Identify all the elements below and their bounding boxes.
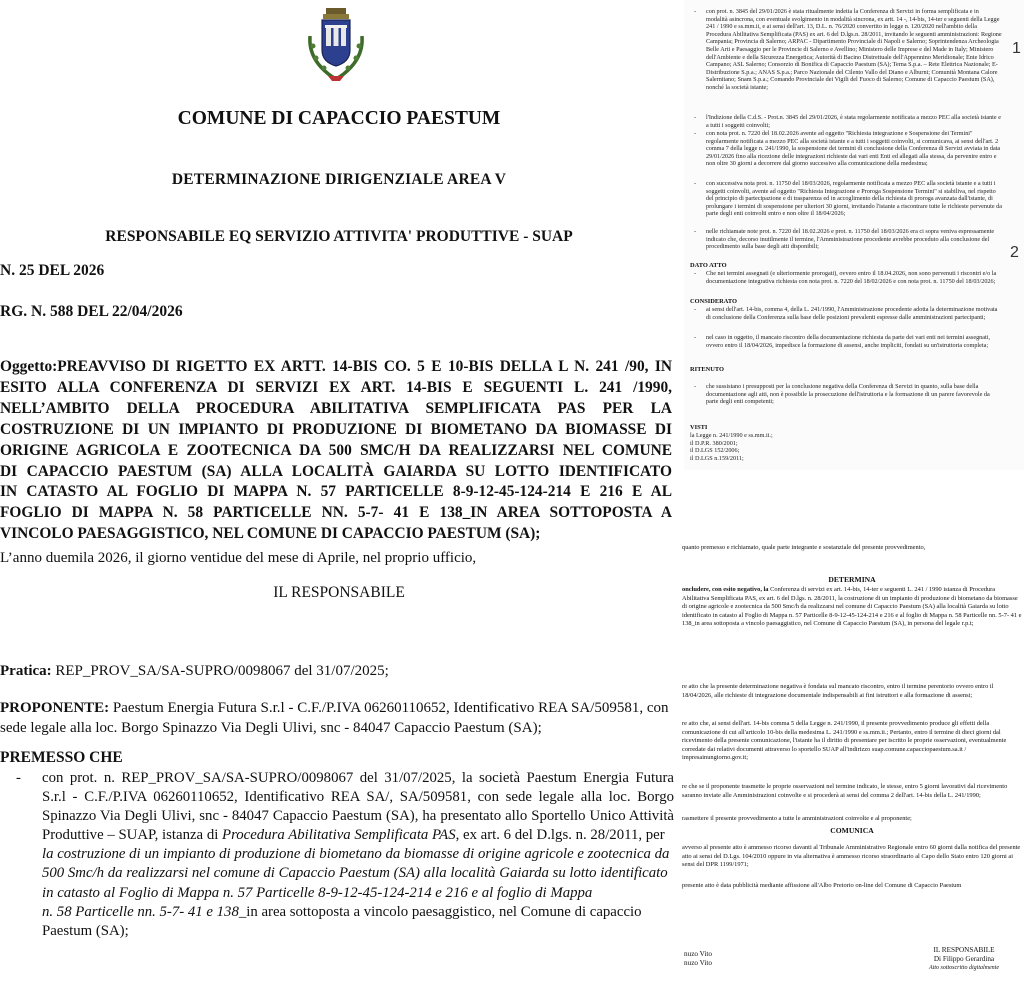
item-text: nel caso in oggetto, il mancato riscontro della documentazione richiesta da parte dei vari enti nei termini assegnati, ovvero entro il 18/04/2026, impedisce la formazione di assensi, anche impliciti, fondati su un'istruttoria completa;: [706, 334, 991, 349]
page-number: 2: [1010, 244, 1019, 261]
item-text: con prot. n. 3845 del 29/01/2026 è stata ritualmente indetta la Conferenza di Servizi in forma semplificata e in modalità asincrona, con eventuale svolgimento in modalità sincrona, ex artt. 14 -, 14-bis, 14-ter e seguenti della Legge 241 / 1990 e ss.mm.ii, e ai sensi dell'art. 13, D.L. n. 76/2020 convertito in legge n. 120/2020 nell'ambito della Procedura Abilitativa Semplificata (PAS) ex art. 6 del D.lgs.n. 28/2011, invitando le seguenti amministrazioni: Regione Campania; Provincia di Salerno; ARPAC - Dipartimento Provinciale di Napoli e Salerno; Soprintendenza Archeologia Belle Arti e Paesaggio per le Provincie di Salerno e Avellino; Ministero delle Imprese e del Made in Italy; Ministero dell'Ambiente e della Sicurezza Energetica; Autorità di Bacino Distrettuale dell'Appennino Meridionale; Ente Idrico Campano; ASL Salerno; Consorzio di Bonifica di Capaccio Paestum (SA); Terna S.p.a. – Rete Elettrica Nazionale; E-Distribuzione S.p.a.; ANAS S.p.a.; Parco Nazionale del Cilento Vallo del Diano e Alburni; Comunità Montana Calore Salernitano; Snam S.p.a.; Comando Provinciale dei Vigili del Fuoco di Salerno; Comune di Capaccio Paestum (SA), nonché la società istante;: [706, 8, 1002, 91]
responsible-heading: IL RESPONSABILE: [273, 584, 405, 601]
premesso-italic: Procedura Abilitativa Semplificata PAS: [222, 827, 456, 844]
pratica-label: Pratica:: [0, 663, 52, 679]
item-text: che sussistano i presupposti per la conclusione negativa della Conferenza di Servizi in quanto, sulla base della documentazione agli atti, non è possibile la prosecuzione dell'istruttoria e la formazione di un parere favorevole da parte degli enti competenti;: [706, 383, 990, 406]
subject-line: ESITO ALLA CONFERENZA DI SERVIZI EX ART. 14-BIS E SEGUENTI L. 241 /1990,: [0, 378, 672, 396]
considerato-item: - nel caso in oggetto, il mancato riscontro della documentazione richiesta da parte dei vari enti nei termini assegnati, ovvero entro il 18/04/2026, impedisce la formazione di assensi, anche impliciti, fondati su un'istruttoria completa;: [694, 334, 991, 349]
determina-paragraph: rasmettere il presente provvedimento a tutte le amministrazioni coinvolte e al proponente;: [682, 815, 912, 822]
dato-atto-heading: DATO ATTO: [690, 262, 727, 269]
considerato-item: - ai sensi dell'art. 14-bis, comma 4, della L. 241/1990, l'Amministrazione procedente adotta la determinazione motivata di conclusione della Conferenza sulla base delle posizioni prevalenti espresse dalle amministrazioni partecipanti;: [694, 306, 998, 321]
signature-left-line: nuzo Vito: [684, 959, 712, 967]
proponente-address: sede legale alla loc. Borgo Spinazzo Via Degli Ulivi, snc - 84047 Capaccio Paestum (SA);: [0, 720, 542, 736]
signature-title: IL RESPONSABILE: [933, 946, 995, 954]
item-text: con nota prot. n. 7220 del 18.02.2026 avente ad oggetto "Richiesta integrazione e Sospensione dei Termini" regolarmente notificata a mezzo PEC alla società istante e a tutti i soggetti coinvolti, si comunicava, ai sensi dell'art. 2 comma 7 della legge n. 241/1990, la sospensione dei termini di conclusione della Conferenza di Servizi avviata in data 29/01/2026 fino alla ricezione delle integrazioni richieste dai vari enti Enti ed allegati alla stessa, da pervenire entro e non oltre 30 giorni a decorrere dal giorno successivo alla comunicazione della medesima;: [706, 130, 1001, 168]
premesso-line: Paestum (SA);: [42, 922, 129, 939]
right-bottom-document-page: [680, 520, 1024, 982]
determina-paragraph: re atto che, ai sensi dell'art. 14-bis comma 5 della Legge n. 241/1990, il presente provvedimento produce gli effetti della comunicazione di cui all'articolo 10-bis della medesima L. 241/1990 e ss.mm.ii.; Pertanto, entro il termine di dieci giorni dal ricevimento della presente comunicazione, l'istante ha il diritto di presentare per iscritto le proprie osservazioni, eventualmente corredate dai relativi documenti attraverso lo sportello SUAP all'indirizzo suap.comune.capacciopaestum.sa.it / impresainungiorno.gov.it;: [682, 720, 1007, 762]
determination-heading: DETERMINAZIONE DIRIGENZIALE AREA V: [171, 171, 507, 188]
premesso-segment: , ex art. 6 del D.lgs. n. 28/2011, per: [455, 827, 665, 844]
visti-item: la Legge n. 241/1990 e ss.mm.ii.;: [690, 432, 773, 439]
subject-line: COSTRUZIONE DI UN IMPIANTO DI PRODUZIONE DI BIOMETANO DA BIOMASSE DI: [0, 420, 672, 438]
signature-left: [684, 950, 712, 968]
item-text: con successiva nota prot. n. 11750 del 18/03/2026, regolarmente notificata a mezzo PEC alla società istante e a tutti i soggetti coinvolti, avente ad oggetto "Richiesta Integrazione e Proroga Sospensione Termini" si stabiliva, nel rispetto del principio di partecipazione e di trasparenza ed in accoglimento della richiesta di proroga avanzata dall'istante, di prolungare i termini di sospensione per ulteriori 30 giorni, invitando l'istante a riscontrare tutte le richieste pervenute da parte degli enti coinvolti entro e non oltre il 18/04/2026;: [706, 180, 1002, 218]
determina-heading: DETERMINA: [828, 575, 876, 584]
subject-line: ORIGINE AGRICOLA E ZOOTECNICA DA 500 SMC/H DA REALIZZARSI NEL COMUNE: [0, 441, 672, 459]
subject-line: NELL’AMBITO DELLA PROCEDURA ABILITATIVA SEMPLIFICATA PAS PER LA: [0, 399, 672, 417]
general-register-number: RG. N. 588 DEL 22/04/2026: [0, 303, 183, 320]
premesso-line: identificato in catasto al Foglio di Mappa n. 57 Particelle 8-9-12-45-124-214 e 216 e al foglio di Mappa: [42, 865, 668, 901]
signature-block: [916, 946, 1012, 973]
subject-line: Oggetto:PREAVVISO DI RIGETTO EX ARTT. 14-BIS CO. 5 E 10-BIS DELLA L N. 241 /90, IN: [0, 358, 672, 375]
pratica-value: REP_PROV_SA/SA-SUPRO/0098067 del 31/07/2025;: [51, 663, 389, 679]
premesso-line: S.r.l - C.F./P.IVA 06260110652, Identificativo REA SA/, SA/509581, con sede legale alla loc. Borgo: [42, 789, 674, 806]
signature-note: Atto sottoscritto digitalmente: [929, 965, 999, 971]
comunica-paragraph: avverso al presente atto è ammesso ricorso davanti al Tribunale Amministrativo Regionale entro 60 giorni dalla notifica del presente atto ai sensi del D.Lgs. 104/2010 oppure in via alternativa è ammesso ricorso straordinario al Capo dello Stato entro 120 giorni ai sensi del DPR 1199/1971;: [682, 844, 1021, 869]
premesso-sentence: quanto premesso e richiamato, quale parte integrante e sostanziale del presente provvedimento,: [682, 544, 926, 551]
premesso-line: [42, 903, 674, 922]
visti-item: il D.P.R. 380/2001;: [690, 439, 738, 447]
list-bullet: -: [16, 770, 21, 786]
visti-list: [690, 432, 890, 462]
premesso-heading: PREMESSO CHE: [0, 749, 123, 766]
premesso-item: - l'Indizione della C.d.S. - Prot.n. 3845 del 29/01/2026, è stata regolarmente notificata a mezzo PEC alla società istante e a tutti i soggetti coinvolti;: [694, 114, 1001, 129]
municipal-crest-icon: [304, 6, 368, 84]
item-text: l'Indizione della C.d.S. - Prot.n. 3845 del 29/01/2026, è stata regolarmente notificata a mezzo PEC alla società istante e a tutti i soggetti coinvolti;: [706, 114, 1001, 129]
premesso-segment: Produttive – SUAP, istanza di: [42, 827, 223, 844]
signature-name: Di Filippo Gerardina: [933, 955, 995, 963]
determina-paragraph: re che se il proponente trasmette le proprie osservazioni nel termine indicato, le stesse, entro 5 giorni lavorativi dal ricevimento saranno inviate alle Amministrazioni coinvolte e si procederà ai sensi del comma 2 dell'art. 14-bis della L. 241/1990;: [682, 783, 1008, 799]
municipality-title: COMUNE DI CAPACCIO PAESTUM: [177, 108, 501, 129]
subject-line: VINCOLO PAESAGGISTICO, NEL COMUNE DI CAPACCIO PAESTUM (SA);: [0, 525, 541, 543]
proponente-label: PROPONENTE:: [0, 700, 110, 716]
page-mark: 1: [1012, 40, 1021, 57]
ritenuto-item: - che sussistano i presupposti per la conclusione negativa della Conferenza di Servizi in quanto, sulla base della documentazione agli atti, non è possibile la prosecuzione dell'istruttoria e la formazione di un parere favorevole da parte degli enti competenti;: [694, 383, 990, 406]
proponente-line: [0, 698, 678, 718]
comunica-heading: COMUNICA: [830, 826, 874, 835]
ritenuto-heading: RITENUTO: [690, 366, 724, 373]
premesso-text: [42, 769, 674, 941]
premesso-line: Spinazzo Via Degli Ulivi, snc - 84047 Capaccio Paestum (SA), ha presentato allo Sportello Unico Attività: [42, 808, 674, 825]
determina-lead: oncludere, con esito negativo, la: [682, 586, 769, 593]
subject-line: DI CAPACCIO PAESTUM (SA) ALLA LOCALITÀ GAIARDA SU LOTTO IDENTIFICATO: [0, 462, 672, 480]
premesso-item: - con prot. n. 3845 del 29/01/2026 è stata ritualmente indetta la Conferenza di Servizi in forma semplificata e in modalità asincrona, con eventuale svolgimento in modalità sincrona, ex artt. 14 -, 14-bis, 14-ter e seguenti della Legge 241 / 1990 e ss.mm.ii, e ai sensi dell'art. 13, D.L. n. 76/2020 convertito in legge n. 120/2020 nell'ambito della Procedura Abilitativa Semplificata (PAS) ex art. 6 del D.lgs.n. 28/2011, invitando le seguenti amministrazioni: Regione Campania; Provincia di Salerno; ARPAC - Dipartimento Provinciale di Napoli e Salerno; Soprintendenza Archeologia Belle Arti e Paesaggio per le Provincie di Salerno e Avellino; Ministero delle Imprese e del Made in Italy; Ministero dell'Ambiente e della Sicurezza Energetica; Autorità di Bacino Distrettuale dell'Appennino Meridionale; Ente Idrico Campano; ASL Salerno; Consorzio di Bonifica di Capaccio Paestum (SA); Terna S.p.a. – Rete Elettrica Nazionale; E-Distribuzione S.p.a.; ANAS S.p.a.; Parco Nazionale del Cilento Vallo del Diano e Alburni; Comunità Montana Calore Salernitano; Snam S.p.a.; Comando Provinciale dei Vigili del Fuoco di Salerno; Comune di Capaccio Paestum (SA), nonché la società istante;: [694, 8, 1002, 91]
service-heading: RESPONSABILE EQ SERVIZIO ATTIVITA' PRODUTTIVE - SUAP: [105, 228, 573, 245]
subject-line: FOGLIO DI MAPPA N. 58 PARTICELLE NN. 5-7- 41 E 138_IN AREA SOTTOPOSTA A: [0, 504, 672, 522]
comunica-paragraph: presente atto è data pubblicità mediante affissione all'Albo Pretorio on-line del Comune di Capaccio Paestum: [682, 882, 962, 889]
premesso-line: da 500 Smc/h da realizzarsi nel comune di Capaccio Paestum (SA) alla località Gaiarda su lotto: [42, 846, 670, 882]
signature-left-line: nuzo Vito: [684, 950, 712, 958]
premesso-line: [42, 826, 674, 845]
dato-atto-item: - Che nei termini assegnati (e ulteriormente prorogati), ovvero entro il 18.04.2026, non sono pervenuti i riscontri e/o la documentazione integrativa richiesta con nota prot. n. 7220 del 18/02/2026 e con nota prot. n. 11750 del 18/03/2026;: [694, 270, 997, 285]
item-text: nelle richiamate note prot. n. 7220 del 18.02.2026 e prot. n. 11750 del 18/03/2026 era ci sopra veniva espressamente indicato che, decorso inutilmente il termine, l'Amministrazione procedente avrebbe proceduto alla conclusione del procedimento sulla base degli atti disponibili;: [706, 228, 995, 251]
premesso-item: - con successiva nota prot. n. 11750 del 18/03/2026, regolarmente notificata a mezzo PEC alla società istante e a tutti i soggetti coinvolti, avente ad oggetto "Richiesta Integrazione e Proroga Sospensione Termini" si stabiliva, nel rispetto del principio di partecipazione e di trasparenza ed in accoglimento della richiesta di proroga avanzata dall'istante, di prolungare i termini di sospensione per ulteriori 30 giorni, invitando l'istante a riscontrare tutte le richieste pervenute da parte degli enti coinvolti entro e non oltre il 18/04/2026;: [694, 180, 1002, 218]
subject-block: [0, 357, 672, 545]
visti-heading: VISTI: [690, 424, 708, 431]
visti-item: il D.LGS n.159/2011;: [690, 454, 744, 462]
proponente-text: Paestum Energia Futura S.r.l - C.F./P.IVA 06260110652, Identificativo REA SA/509581, con: [109, 700, 669, 716]
subject-line: IN CATASTO AL FOGLIO DI MAPPA N. 57 PARTICELLE 8-9-12-45-124-214 E 216 E AL: [0, 483, 672, 501]
determina-paragraph: [682, 586, 1022, 672]
considerato-heading: CONSIDERATO: [690, 298, 737, 305]
premesso-line: con prot. n. REP_PROV_SA/SA-SUPRO/0098067 del 31/07/2025, la società Paestum Energia Futura: [42, 770, 674, 786]
item-text: ai sensi dell'art. 14-bis, comma 4, della L. 241/1990, l'Amministrazione procedente adotta la determinazione motivata di conclusione della Conferenza sulla base delle posizioni prevalenti espresse dalle amministrazioni partecipanti;: [706, 306, 998, 321]
premesso-item: - nelle richiamate note prot. n. 7220 del 18.02.2026 e prot. n. 11750 del 18/03/2026 era ci sopra veniva espressamente indicato che, decorso inutilmente il termine, l'Amministrazione procedente avrebbe proceduto alla conclusione del procedimento sulla base degli atti disponibili;: [694, 228, 995, 251]
pratica-line: [0, 661, 389, 681]
right-top-document-page: [684, 0, 1024, 470]
item-text: Che nei termini assegnati (e ulteriormente prorogati), ovvero entro il 18.04.2026, non sono pervenuti i riscontri e/o la documentazione integrativa richiesta con nota prot. n. 7220 del 18/02/2026 e con nota prot. n. 11750 del 18/03/2026;: [706, 270, 997, 285]
determina-text: Conferenza di servizi ex art. 14-bis, 14-ter e seguenti L. 241 / 1990 istanza di Procedura Abilitativa Semplificata PAS, ex art. 6 del D.lgs. n. 28/2011, la costruzione di un impianto di produzione di biometano da biomasse di origine agricole e zootecnica da 500 Smc/h da realizzarsi nel comune di Capaccio Paestum (SA) alla località Gaiarda su lotto identificato in catasto al Foglio di Mappa n. 57 Particelle 8-9-12-45-124-214 e 216 e al foglio di Mappa n. 58 Particelle nn. 5-7- 41 e 138_in area sottoposta a vincolo paesaggistico, nel Comune di Capaccio Paestum (SA), in persona del legale r.p.t;: [682, 586, 1022, 628]
date-paragraph: L’anno duemila 2026, il giorno ventidue del mese di Aprile, nel proprio ufficio,: [0, 550, 477, 566]
premesso-segment: _in area sottoposta a vincolo paesaggistico, nel Comune di capaccio: [238, 903, 642, 920]
determination-number: N. 25 DEL 2026: [0, 262, 105, 279]
premesso-italic: n. 58 Particelle nn. 5-7- 41 e 138: [42, 903, 239, 920]
premesso-item: - con nota prot. n. 7220 del 18.02.2026 avente ad oggetto "Richiesta integrazione e Sospensione dei Termini" regolarmente notificata a mezzo PEC alla società istante e a tutti i soggetti coinvolti, si comunicava, ai sensi dell'art. 2 comma 7 della legge n. 241/1990, la sospensione dei termini di conclusione della Conferenza di Servizi avviata in data 29/01/2026 fino alla ricezione delle integrazioni richieste dai vari enti Enti ed allegati alla stessa, da pervenire entro e non oltre 30 giorni a decorrere dal giorno successivo alla comunicazione della medesima;: [694, 130, 1001, 168]
visti-item: il D.LGS 152/2006;: [690, 447, 740, 455]
determina-paragraph: re atto che la presente determinazione negativa è fondata sul mancato riscontro, entro il termine perentorio ovvero entro il 18/04/2026, alle richieste di integrazione documentale indispensabili ai fini istruttori e alla formazione di assensi;: [682, 683, 994, 699]
premesso-line: la costruzione di un impianto di produzione di biometano da biomasse di origine agricole e zootecnica: [42, 846, 651, 863]
